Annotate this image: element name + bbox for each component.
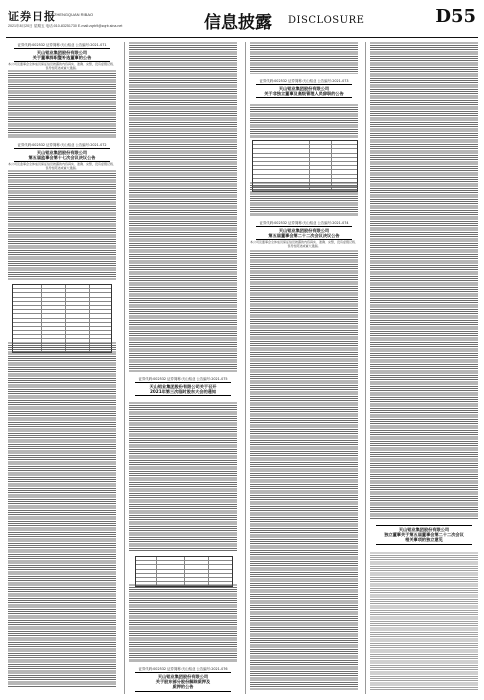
notice-code: 证券代码:002532 证券简称:天山铝业 公告编号:2021-072 [17, 143, 107, 147]
notice-heading [8, 42, 116, 71]
notice-heading [370, 524, 478, 546]
notice-title-line: 相关事项的独立意见 [405, 537, 443, 543]
notice-title-line: 天山铝业集团股份有限公司 [278, 86, 330, 91]
section-title: 信息披露 [204, 13, 272, 33]
notice-title-line: 天山铝业集团股份有限公司 [398, 527, 450, 532]
body-text [129, 584, 237, 662]
notice-title-line: 第五届董事会第二十二次会议决议公告 [268, 233, 340, 239]
notice-title-line: 质押的公告 [172, 684, 194, 690]
body-text [370, 42, 478, 520]
column-divider [365, 42, 366, 694]
notice-title-line: 天山铝业集团股份有限公司 [36, 150, 88, 155]
notice-title-line: 独立董事关于第五届董事会第二十二次会议 [384, 532, 464, 538]
body-text [250, 104, 358, 138]
column-2 [129, 42, 237, 694]
notice-title-line: 天山铝业集团股份有限公司 [278, 228, 330, 233]
body-text [129, 402, 237, 552]
masthead [6, 6, 478, 36]
body-text [250, 182, 358, 216]
data-table [135, 556, 233, 587]
column-3 [250, 42, 358, 694]
column-divider [124, 42, 125, 694]
notice-title-line: 关于非独立董事及高级管理人员辞职的公告 [264, 91, 344, 97]
notice-code: 证券代码:002532 证券简称:天山铝业 公告编号:2021-075 [138, 377, 228, 381]
notice-code: 证券代码:002532 证券简称:天山铝业 公告编号:2021-071 [17, 43, 107, 47]
body-text [8, 342, 116, 687]
notice-disclaimer: 本公司及监事会全体成员保证信息披露的内容真实、准确、完整，没有虚假记载、误导性陈述或重大遗漏。 [8, 162, 116, 170]
body-text [129, 42, 237, 372]
masthead-rule [6, 37, 478, 38]
notice-code: 证券代码:002532 证券简称:天山铝业 公告编号:2021-074 [259, 221, 349, 225]
newspaper-logo-subtitle: ZHENGQUAN RIBAO [54, 12, 94, 17]
notice-heading [250, 220, 358, 249]
column-1 [8, 42, 116, 694]
notice-heading [129, 376, 237, 397]
notice-code: 证券代码:002532 证券简称:天山铝业 公告编号:2021-076 [138, 667, 228, 671]
body-text [250, 250, 358, 690]
body-text [8, 70, 116, 138]
notice-heading [129, 666, 237, 693]
page-number: D55 [435, 6, 476, 27]
notice-title-line: 第五届监事会第十七次会议决议公告 [28, 155, 96, 161]
newspaper-logo: 证券日报 [8, 10, 56, 23]
notice-heading [250, 78, 358, 99]
body-text [250, 42, 358, 74]
notice-code: 证券代码:002532 证券简称:天山铝业 公告编号:2021-073 [259, 79, 349, 83]
dateline: 2021年8月20日 星期五 电话:010-83251730 E-mail:zqrb9@zqrb.sina.net [8, 24, 123, 28]
notice-title-line: 天山铝业集团股份有限公司关于召开 [149, 384, 217, 389]
body-text [370, 552, 478, 690]
notice-title-line: 天山铝业集团股份有限公司 [157, 674, 209, 679]
notice-title-line: 关于董事辞职暨补选董事的公告 [32, 55, 92, 61]
notice-disclaimer: 本公司及董事会全体成员保证信息披露的内容真实、准确、完整，没有虚假记载、误导性陈述或重大遗漏。 [8, 62, 116, 70]
notice-title-line: 天山铝业集团股份有限公司 [36, 50, 88, 55]
notice-title-line: 关于股东部分股份解除质押及 [155, 679, 211, 685]
column-4 [370, 42, 478, 694]
notice-heading [8, 142, 116, 171]
column-divider [245, 42, 246, 694]
notice-title-line: 2021年第三次临时股东大会的通知 [149, 389, 217, 395]
section-title-english: DISCLOSURE [288, 15, 365, 26]
notice-disclaimer: 本公司及董事会全体成员保证信息披露的内容真实、准确、完整，没有虚假记载、误导性陈述或重大遗漏。 [250, 240, 358, 248]
body-text [8, 170, 116, 280]
